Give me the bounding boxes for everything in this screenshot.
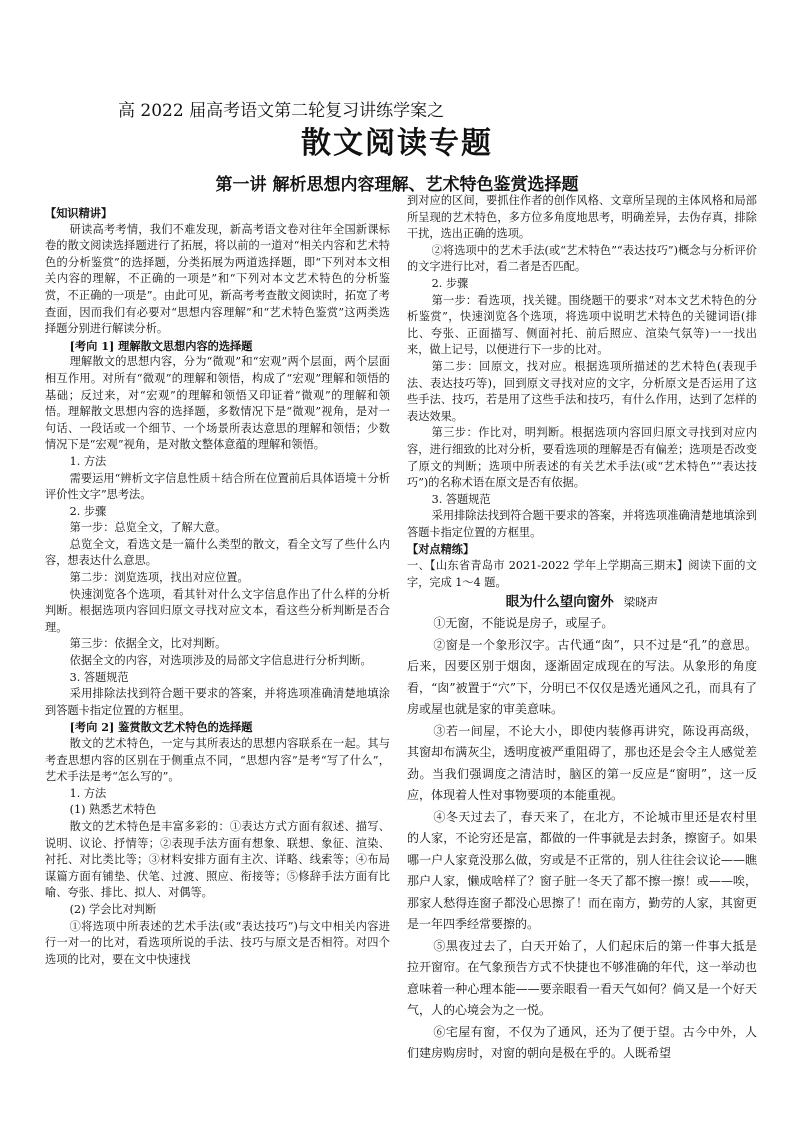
paragraph: 到对应的区间，要抓住作者的创作风格、文章所呈现的主体风格和局部所呈现的艺术特色，多方位多角度地思考，明确差异，去伪存真，排除干扰，选出正确的选项。 <box>407 194 757 241</box>
section-heading: 【知识精讲】 <box>45 206 113 220</box>
paragraph: 第一步：总览全文，了解大意。 <box>69 521 227 535</box>
lecture-subtitle: 第一讲 解析思想内容理解、艺术特色鉴赏选择题 <box>215 175 579 195</box>
paragraph: 1. 方法 <box>69 454 107 468</box>
paragraph: 总览全文，看选文是一篇什么类型的散文，看全文写了些什么内容，想表达什么意思。 <box>45 537 390 568</box>
paragraph: 一、【山东省青岛市 2021-2022 学年上学期高三期末】阅读下面的文字，完成 1～4 题。 <box>407 559 757 589</box>
paragraph: 散文的艺术特色，一定与其所表达的思想内容联系在一起。其与考查思想内容的区别在于侧重点不同，“思想内容”是考“写了什么”，艺术手法是考“怎么写的”。 <box>45 737 390 784</box>
paragraph: 2. 步骤 <box>69 504 107 518</box>
paragraph: 第二步：回原文，找对应。根据选项所描述的艺术特色(表现手法、表达技巧等)，回到原文寻找对应的文字，分析原文是否运用了这些手法、技巧，若是用了这些手法和技巧，有什么作用，达到了怎样的表达效果。 <box>407 359 757 423</box>
essay-paragraph: ④冬天过去了，春天来了，在北方，不论城市里还是农村里的人家，不论穷还是富，都做的一件事就是去封条，擦窗子。如果哪一户人家竟没那么做，穷或是不正常的，别人往往会议论——瞧那户人家，懒成啥样了？窗子脏一冬天了都不擦一擦！或——唉，那家人愁得连窗子都没心思擦了！而在南方，勤劳的人家，其窗更是一年四季经常要擦的。 <box>407 809 757 932</box>
essay-paragraph: ③若一间屋，不论大小，即使内装修再讲究，陈设再高级，其窗却布满灰尘，透明度被严重阻碍了，那也还是会令主人感觉差劲。当我们强调度之清洁时，脑区的第一反应是“窗明”，这一反应，体现着人性对事物要项的本能重视。 <box>407 723 757 803</box>
paragraph: 理解散文的思想内容，分为“微观”和“宏观”两个层面，两个层面相互作用。对所有“微观”的理解和领悟，构成了“宏观”理解和领悟的基础；反过来，对“宏观”的理解和领悟又印证着“微观”的理解和领悟。理解散文思想内容的选择题，多数情况下是“微观”视角，是对一句话、一段话或一个细节、一个场景所表达意思的理解和领悟；少数情况下是“宏观”视角，是对散文整体意蕴的理解和领悟。 <box>45 355 390 452</box>
paragraph: 散文的艺术特色是丰富多彩的：①表达方式方面有叙述、描写、说明、议论、抒情等；②表现手法方面有想象、联想、象征、渲染、衬托、对比类比等；③材料安排方面有主次、详略、线索等；④布局谋篇方面有铺垫、伏笔、过渡、照应、衔接等；⑤修辞手法方面有比喻、夸张、排比、拟人、对偶等。 <box>45 819 390 900</box>
paragraph: ①将选项中所表述的艺术手法(或“表达技巧”)与文中相关内容进行一对一的比对，看选项所说的手法、技巧与原文是否相符。对四个选项的比对，要在文中快速找 <box>45 919 390 966</box>
topic-heading: [考向 2] 鉴赏散文艺术特色的选择题 <box>69 720 253 735</box>
series-title: 高 2022 届高考语文第二轮复习讲练学案之 <box>118 101 445 121</box>
paragraph: 采用排除法找到符合题干要求的答案，并将选项准确清楚地填涂到答题卡指定位置的方框里。 <box>407 509 757 539</box>
paragraph: 第三步：作比对，明判断。根据选项内容回归原文寻找到对应内容，进行细致的比对分析，要看选项的理解是否有偏差；选项是否改变了原文的判断；选项中所表述的有关艺术手法(或“艺术特色”“表达技巧”)的名称术语在原文是否有依据。 <box>407 426 757 490</box>
essay-paragraph: ②窗是一个象形汉字。古代通“囱”，只不过是“孔”的意思。后来，因要区别于烟囱，逐渐固定成现在的写法。从象形的角度看，“囱”被置于“穴”下，分明已不仅仅是透光通风之孔，而具有了房或屋也就是家的审美意味。 <box>407 637 757 717</box>
paragraph: 快速浏览各个选项，看其针对什么文字信息作出了什么样的分析判断。根据选项内容回归原文寻找对应文本，看这些分析判断是否合理。 <box>45 587 390 634</box>
paragraph: 3. 答题规范 <box>431 492 491 506</box>
section-heading: 【对点精练】 <box>407 542 475 557</box>
right-column <box>407 193 757 1065</box>
paragraph: 第三步：依据全文，比对判断。 <box>69 637 227 651</box>
paragraph: 第一步：看选项，找关键。围绕题干的要求“对本文艺术特色的分析鉴赏”，快速浏览各个选项，将选项中说明艺术特色的关键词语(排比、夸张、正面描写、侧面衬托、前后照应、渲染气氛等)一一找出来，做上记号，以便进行下一步的比对。 <box>407 293 757 357</box>
paragraph: ②将选项中的艺术手法(或“艺术特色”“表达技巧”)概念与分析评价的文字进行比对，看二者是否匹配。 <box>407 243 757 274</box>
topic-heading: [考向 1] 理解散文思想内容的选择题 <box>69 338 253 353</box>
paragraph: 2. 步骤 <box>431 276 469 290</box>
essay-paragraph: ⑥宅屋有窗，不仅为了通风，还为了便于望。古今中外，人们建房购房时，对窗的朝向是极在乎的。人既希望 <box>407 1024 757 1061</box>
paragraph: 第二步：浏览选项，找出对应位置。 <box>69 571 249 585</box>
paragraph: 研读高考考情，我们不难发现，新高考语文卷对往年全国新课标卷的散文阅读选择题进行了拓展，将以前的一道对“相关内容和艺术特色的分析鉴赏”的选择题，分类拓展为两道选择题，即“下列对本文相关内容的理解，不正确的一项是”和“下列对本文艺术特色的分析鉴赏，不正确的一项是”。由此可见，新高考考查散文阅读时，拓宽了考查面，因而我们有必要对“思想内容理解”和“艺术特色鉴赏”这两类选择题分别进行解读分析。 <box>45 222 390 336</box>
paragraph: (2) 学会比对判断 <box>69 902 157 916</box>
document-title: 散文阅读专题 <box>301 126 493 161</box>
essay-title-text: 眼为什么望向窗外 <box>505 594 614 611</box>
paragraph: 1. 方法 <box>69 786 107 800</box>
essay-title <box>407 591 757 613</box>
essay-paragraph: ⑤黑夜过去了，白天开始了，人们起床后的第一件事大抵是拉开窗帘。在气象预告方式不快捷也不够准确的年代，这一举动也意味着一种心理本能——要亲眼看一看天气如何？倘又是一个好天气，人的心境会为之一悦。 <box>407 938 757 1018</box>
left-column <box>45 205 390 968</box>
paragraph: (1) 熟悉艺术特色 <box>69 803 157 817</box>
paragraph: 需要运用“辨析文字信息性质＋结合所在位置前后具体语境＋分析评价性文字”思考法。 <box>45 471 390 502</box>
paragraph: 采用排除法找到符合题干要求的答案，并将选项准确清楚地填涂到答题卡指定位置的方框里。 <box>45 687 390 717</box>
essay-author: 梁晓声 <box>623 595 659 610</box>
paragraph: 依据全文的内容，对选项涉及的局部文字信息进行分析判断。 <box>69 654 372 668</box>
essay-paragraph: ①无窗，不能说是房子，或屋子。 <box>433 616 614 631</box>
paragraph: 3. 答题规范 <box>69 670 129 684</box>
